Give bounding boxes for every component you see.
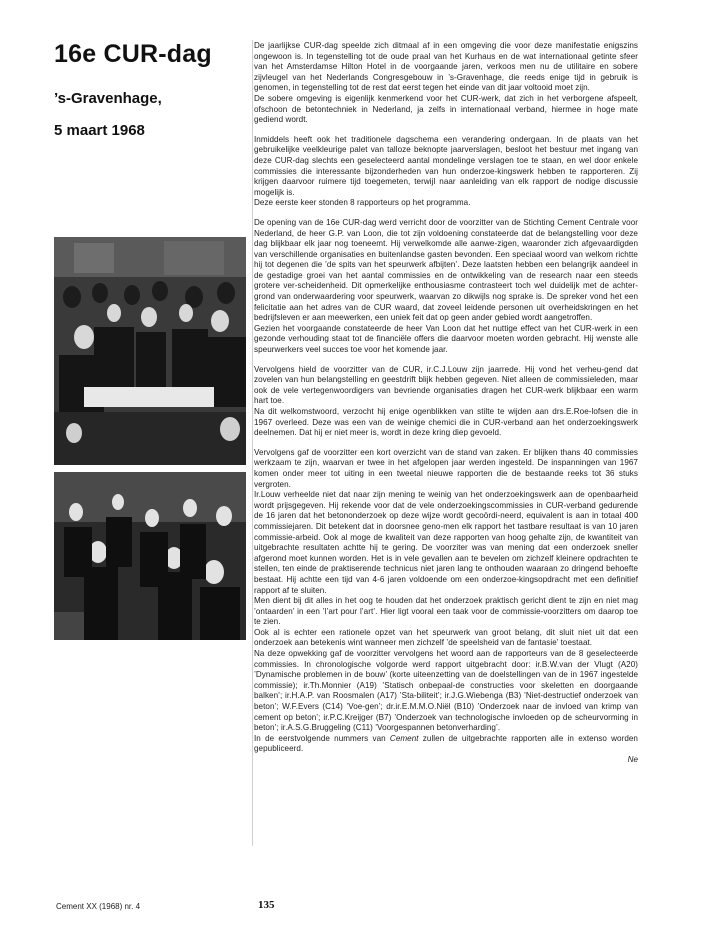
paragraph: Na dit welkomstwoord, verzocht hij enige ogenblikken van stilte te wijden aan drs.E.Roe-lofsen die in 1967 overleed. Deze was een van de weinige chemici die in CUR-verband aan het onderzoekingswerk deelnemen. Dat hij er niet meer is, wordt in deze kring diep gevoeld.	[254, 407, 638, 438]
photo-audience-standing	[54, 472, 246, 640]
paragraph: Deze eerste keer stonden 8 rapporteurs op het programma.	[254, 198, 471, 208]
paragraph: De jaarlijkse CUR-dag speelde zich ditmaal af in een omgeving die voor deze manifestatie enigszins ongewoon is. In tegenstelling tot de oude praal van het Kurhaus en de wat internationaal getinte sfeer van het Amsterdamse Hilton Hotel in de voorgaande jaren, verkoos men nu de utilitaire en sobere zijvleugel van het Nederlands Congresgebouw in ’s-Gravenhage, die reeds enige tijd in gebruik is genomen, in tegenstelling tot de rest dat eerst tegen het einde van dit jaar voltooid moet zijn.	[254, 41, 638, 93]
photo-audience-seated	[54, 237, 246, 465]
journal-footer: Cement XX (1968) nr. 4	[56, 902, 141, 911]
article-title: 16e CUR-dag	[54, 40, 212, 68]
paragraph-text: In de eerstvolgende nummers van	[254, 733, 390, 743]
column-divider	[252, 40, 253, 846]
paragraph: Inmiddels heeft ook het traditionele dagschema een verandering ondergaan. In de plaats van het gebruikelijke veelkleurige palet van talloze beknopte jaarverslagen, besloot het bestuur met ingang van deze CUR-dag slechts een geselecteerd aantal mondelinge verslagen toe te staan, en wel door enkele commissies die interessante bijzonderheden van hun onderzoe-kingswerk hebben te rapporteren. Zij krijgen daarvoor ruimere tijd toegemeten, terwijl naar aanleiding van elk rapport de nodige discussie mogelijk is.	[254, 134, 638, 197]
paragraph: Men dient bij dit alles in het oog te houden dat het onderzoek praktisch gericht dient te zijn en niet mag ’ontaarden’ in een ’l’art pour l’art’. Hier ligt vooral een taak voor de commissie-voorzitters om daarop toe te zien.	[254, 596, 638, 627]
article-date: 5 maart 1968	[54, 122, 145, 139]
paragraph: De opening van de 16e CUR-dag werd verricht door de voorzitter van de Stichting Cement Centrale voor Nederland, de heer G.P. van Loon, die tot zijn voldoening constateerde dat de belangstelling voor deze dag blijkbaar elk jaar nog toeneemt. Hij verwelkomde alle aanwe-zigen, waaronder zich afgevaardigden van verschillende organisaties en buitenlandse gasten bevonden. Een speciaal woord van welkom richtte hij tot degenen die ’de spits van het speurwerk afbijten’. Deze laatsten hebben een belangrijk aandeel in de gestadige groei van het aantal commissies en de ontwikkeling van de research naar een steeds grotere ver-scheidenheid. Dit opmerkelijke enthousiasme contrasteert toch wel duidelijk met de achter-grond van onderwaardering voor speurwerk, waarvan zo dikwijls nog sprake is. De spreker vond het een felicitatie aan het adres van de CUR waard, dat zoveel leidende personen uit overheidskringen en het bedrijfsleven er aan meewerken, een uniek feit dat op geen ander gebied wordt aangetroffen.	[254, 217, 638, 323]
continuation-marker	[254, 755, 638, 766]
paragraph: Ook al is echter een rationele opzet van het speurwerk van groot belang, dit sluit niet uit dat een onderzoek aan betekenis wint wanneer men zichzelf ’de speelsheid van de fantasie’ toestaat.	[254, 627, 638, 648]
paragraph: Gezien het voorgaande constateerde de heer Van Loon dat het nuttige effect van het CUR-werk in een gezonde verhouding staat tot de financiële offers die daarvoor moeten worden gebracht. Hij wenste alle speurwerkers veel succes toe voor het komende jaar.	[254, 323, 638, 355]
paragraph: Ir.Louw verheelde niet dat naar zijn mening te weinig van het onderzoekingswerk aan de openbaarheid wordt prijsgegeven. Hij rekende voor dat de vele onderzoekingscommissies in CUR-verband gedurende de 16 jaren dat het betononderzoek op deze wijze wordt gecoördi-neerd, equivalent is aan in totaal 400 commissiejaren. Dit betekent dat in doorsnee geno-men elk rapport het tastbare resultaat is van 10 jaren commissie-arbeid. Ook al moge de kwaliteit van deze rapporten van hoog gehalte zijn, de kwantiteit van uitgebrachte resultaten achtte hij te gering. De voorziter was van mening dat een onderzoek sneller afgerond moet kunnen worden. Het is in vele gevallen aan te bevelen om zichzelf kleinere opdrachten te stellen, ten einde de praktiserende technicus niet jaren lang te onthouden waaraan zo dringend behoefte bestaat. Hij achtte een tijd van 4-6 jaren voldoende om een onderzoe-kingsopdracht met een definitief rapport af te sluiten.	[254, 490, 638, 595]
paragraph: Na deze opwekking gaf de voorzitter vervolgens het woord aan de rapporteurs van de 8 geselecteerde commissies. In chronologische volgorde werd rapport uitgebracht door: ir.B.W.van der Vlugt (A20) ’Dynamische problemen in de bouw’ (korte uiteenzetting van de doelstellingen van de in 1967 ingestelde commissie); ir.Th.Monnier (A19) ’Statisch onbepaal-de constructies voor skeletten en doorgaande balken’; ir.H.A.P. van Roosmalen (A17) ’Sta-biliteit’; ir.J.G.Wiebenga (B3) ’Niet-destructief onderzoek van beton’; W.F.Evers (C14) ’Voe-gen’; dr.ir.E.M.M.O.Niël (B10) ’Onderzoek naar de invloed van krimp van cement op beton’; ir.P.C.Kreijger (B7) ’Onderzoek van technologische invloeden op de scheurvorming in beton’; ir.A.S.G.Bruggeling (C11) ’Voorgespannen betonverharding’.	[254, 649, 638, 733]
article-location: ’s-Gravenhage,	[54, 90, 162, 107]
article-body	[254, 41, 638, 766]
paragraph: Vervolgens hield de voorzitter van de CUR, ir.C.J.Louw zijn jaarrede. Hij vond het verheu-gend dat zovelen van hun belangstelling en geestdrift blijk hebben gegeven. Niet alleen de commissieleden, maar ook de vele vertegenwoordigers van bevriende organisaties dragen het CUR-werk blijkbaar een warm hart toe.	[254, 364, 638, 406]
page-number: 135	[258, 899, 275, 911]
paragraph-text: zullen de uitgebrachte rapporten alle in extenso worden gepubliceerd.	[254, 733, 638, 754]
paragraph: De sobere omgeving is eigenlijk kenmerkend voor het CUR-werk, dat zich in het verborgene afspeelt, ofschoon de betontechniek in Nederland, ja zelfs in internationaal verband, hiermee in hoge mate gediend wordt.	[254, 93, 638, 125]
continuation-text: Ne	[627, 755, 638, 764]
paragraph	[254, 734, 638, 755]
journal-name: Cement	[389, 733, 419, 743]
paragraph: Vervolgens gaf de voorzitter een kort overzicht van de stand van zaken. Er blijken thans 40 commissies werkzaam te zijn, waarvan er twee in het afgelopen jaar werden ingesteld. De inspanningen van 1967 komen onder meer tot uiting in een tweetal nieuwe rapporten die de bestaande reeks tot 36 stuks vergroten.	[254, 447, 638, 489]
